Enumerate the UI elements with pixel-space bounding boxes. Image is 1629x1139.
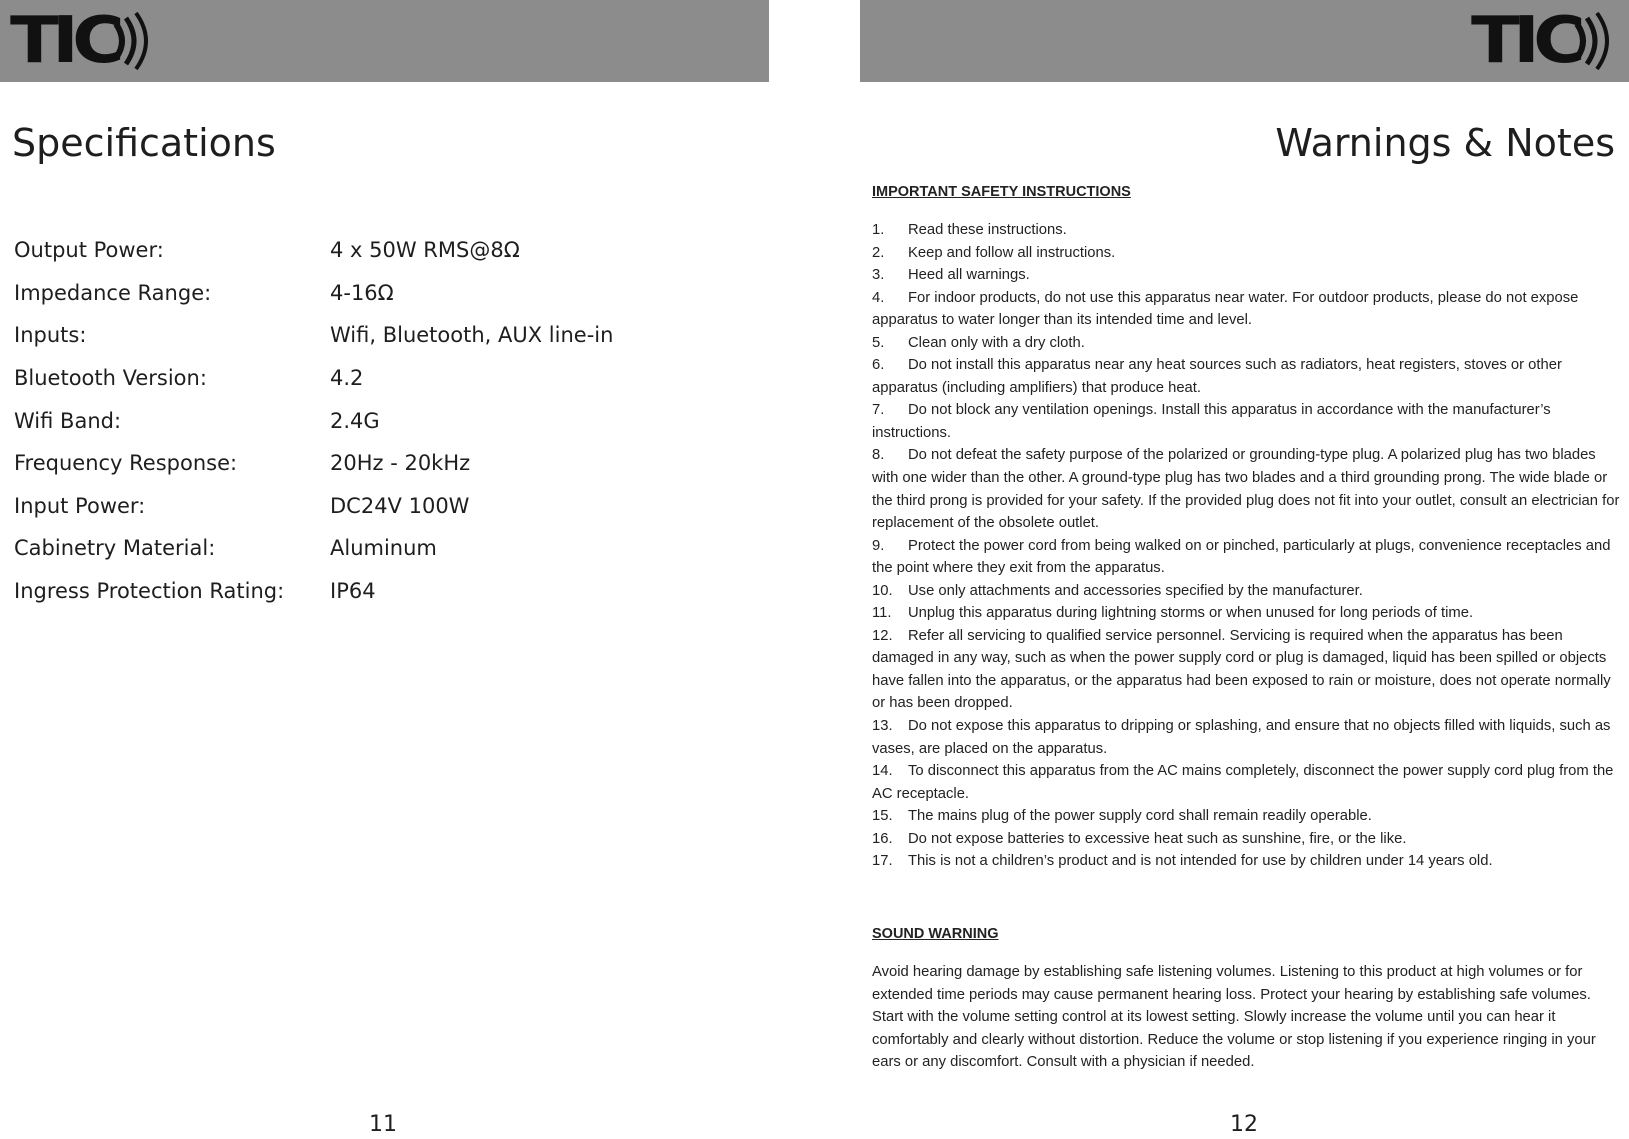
safety-item <box>872 850 1620 873</box>
safety-item-text: This is not a children’s product and is not intended for use by children under 14 years old. <box>908 853 1493 870</box>
safety-item-text: Do not expose batteries to excessive heat such as sunshine, fire, or the like. <box>908 830 1407 847</box>
spec-row <box>14 314 714 357</box>
spec-row <box>14 272 714 315</box>
safety-item <box>872 242 1620 265</box>
spec-value: Wifi, Bluetooth, AUX line-in <box>330 323 614 348</box>
page-title: Warnings & Notes <box>1275 121 1615 165</box>
safety-item-text: To disconnect this apparatus from the AC mains completely, disconnect the power supply cord plug from the AC receptacle. <box>872 763 1614 802</box>
spec-row <box>14 229 714 272</box>
safety-item-number: 15. <box>872 808 893 825</box>
safety-list <box>872 219 1620 873</box>
safety-item-text: Do not install this apparatus near any heat sources such as radiators, heat registers, stoves or other apparatus (including amplifiers) that produce heat. <box>872 357 1562 396</box>
safety-item-text: The mains plug of the power supply cord shall remain readily operable. <box>908 808 1372 825</box>
spec-table <box>14 229 714 612</box>
safety-item-text: Do not defeat the safety purpose of the polarized or grounding-type plug. A polarized plug has two blades with one wider than the other. A ground-type plug has two blades and a third grounding prong. The wide blade or the third prong is provided for your safety. If the provided plug does not fit into your outlet, consult an electrician for replacement of the obsolete outlet. <box>872 447 1620 532</box>
safety-item <box>872 760 1620 805</box>
safety-item-number: 16. <box>872 830 893 847</box>
page-12 <box>860 0 1629 1139</box>
safety-item <box>872 828 1620 851</box>
spec-value: Aluminum <box>330 536 437 561</box>
safety-item-number: 1. <box>872 222 885 238</box>
spec-value: 4 x 50W RMS@8Ω <box>330 238 520 263</box>
safety-item <box>872 602 1620 625</box>
header-bar <box>0 0 769 82</box>
spec-value: 2.4G <box>330 408 380 433</box>
spec-label: Input Power: <box>14 493 146 518</box>
spec-label: Inputs: <box>14 323 87 348</box>
page-title: Specifications <box>12 121 276 165</box>
safety-item <box>872 715 1620 760</box>
spec-row <box>14 485 714 528</box>
spec-value: 20Hz - 20kHz <box>330 451 471 476</box>
tic-logo <box>1470 4 1617 78</box>
spec-label: Ingress Protection Rating: <box>14 579 285 604</box>
safety-item-text: Use only attachments and accessories specified by the manufacturer. <box>908 582 1363 599</box>
spec-label: Output Power: <box>14 238 164 263</box>
safety-item <box>872 805 1620 828</box>
spec-label: Cabinetry Material: <box>14 536 216 561</box>
safety-item <box>872 444 1620 534</box>
safety-item <box>872 287 1620 332</box>
spec-value: IP64 <box>330 579 376 604</box>
spec-value: DC24V 100W <box>330 493 470 518</box>
logo-text: TIC <box>1470 4 1579 78</box>
safety-item-number: 11. <box>872 605 892 622</box>
safety-heading: IMPORTANT SAFETY INSTRUCTIONS <box>872 184 1131 200</box>
safety-item-text: Clean only with a dry cloth. <box>908 334 1085 351</box>
spec-row <box>14 399 714 442</box>
safety-item <box>872 580 1620 603</box>
spec-row <box>14 357 714 400</box>
safety-item <box>872 332 1620 355</box>
spec-label: Impedance Range: <box>14 280 212 305</box>
safety-item-number: 6. <box>872 357 885 374</box>
safety-item-number: 14. <box>872 763 893 780</box>
safety-item-number: 8. <box>872 447 885 464</box>
safety-item-number: 10. <box>872 582 893 599</box>
spec-row <box>14 442 714 485</box>
logo-text: TIC <box>10 4 119 78</box>
header-bar <box>860 0 1629 82</box>
spec-label: Wifi Band: <box>14 408 122 433</box>
safety-item-text: Heed all warnings. <box>908 267 1030 284</box>
safety-item-number: 2. <box>872 244 885 261</box>
safety-item-number: 4. <box>872 289 885 306</box>
safety-item <box>872 354 1620 399</box>
tic-logo <box>10 4 156 78</box>
safety-item <box>872 219 1620 242</box>
safety-item-text: Do not block any ventilation openings. Install this apparatus in accordance with the manufacturer’s instructions. <box>872 402 1551 441</box>
spec-label: Frequency Response: <box>14 451 238 476</box>
safety-item <box>872 535 1620 580</box>
page-number: 11 <box>369 1112 397 1137</box>
safety-item-number: 12. <box>872 627 893 644</box>
safety-item-number: 3. <box>872 267 885 284</box>
safety-item-text: Unplug this apparatus during lightning storms or when unused for long periods of time. <box>908 605 1474 622</box>
spec-row <box>14 570 714 613</box>
sound-warning-heading: SOUND WARNING <box>872 926 999 942</box>
safety-item-number: 5. <box>872 334 885 351</box>
sound-waves-icon <box>1573 10 1617 72</box>
sound-warning-text: Avoid hearing damage by establishing safe listening volumes. Listening to this product at high volumes or for extended time periods may cause permanent hearing loss. Protect your hearing by establishing safe volumes. Start with the volume setting control at its lowest setting. Slowly increase the volume until you can hear it comfortably and clearly without distortion. Reduce the volume or stop listening if you experience ringing in your ears or any discomfort. Consult with a physician if needed. <box>872 964 1596 1070</box>
safety-item-text: Read these instructions. <box>908 222 1067 238</box>
spec-value: 4-16Ω <box>330 280 394 305</box>
safety-item-text: Keep and follow all instructions. <box>908 244 1116 261</box>
sound-waves-icon <box>112 10 156 72</box>
safety-item-text: Refer all servicing to qualified service personnel. Servicing is required when the apparatus has been damaged in any way, such as when the power supply cord or plug is damaged, liquid has been spilled or objects have fallen into the apparatus, or the apparatus had been exposed to rain or moisture, does not operate normally or has been dropped. <box>872 627 1611 712</box>
safety-item <box>872 625 1620 715</box>
safety-item-number: 17. <box>872 853 893 870</box>
safety-item-text: For indoor products, do not use this apparatus near water. For outdoor products, please do not expose apparatus to water longer than its intended time and level. <box>872 289 1579 329</box>
spec-value: 4.2 <box>330 366 364 391</box>
safety-item-number: 13. <box>872 718 893 735</box>
spec-label: Bluetooth Version: <box>14 366 207 391</box>
page-number: 12 <box>1230 1112 1258 1137</box>
safety-item-number: 9. <box>872 537 885 554</box>
safety-item <box>872 264 1620 287</box>
safety-item-text: Do not expose this apparatus to dripping or splashing, and ensure that no objects filled with liquids, such as vases, are placed on the apparatus. <box>872 718 1611 757</box>
page-11 <box>0 0 770 1139</box>
safety-item-number: 7. <box>872 402 885 419</box>
safety-item <box>872 399 1620 444</box>
safety-item-text: Protect the power cord from being walked on or pinched, particularly at plugs, convenience receptacles and the point where they exit from the apparatus. <box>872 537 1611 577</box>
spec-row <box>14 527 714 570</box>
